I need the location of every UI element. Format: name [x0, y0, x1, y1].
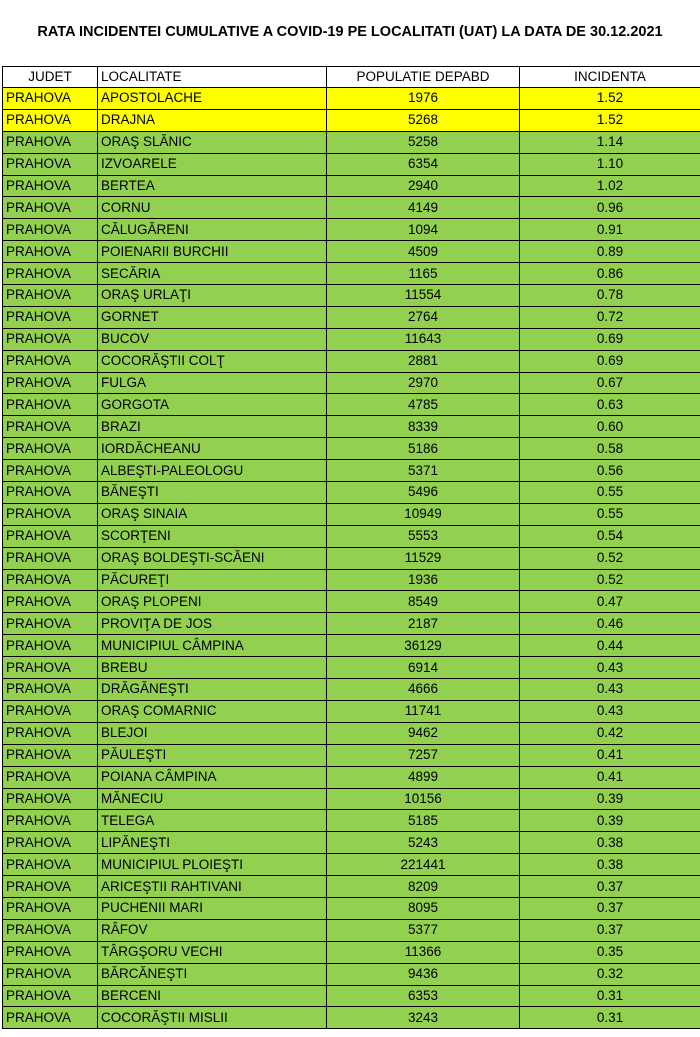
cell-judet: PRAHOVA — [3, 350, 98, 372]
table-row — [3, 876, 700, 898]
cell-incidenta: 0.69 — [520, 350, 700, 372]
cell-judet: PRAHOVA — [3, 810, 98, 832]
cell-localitate: BERCENI — [98, 985, 327, 1007]
cell-incidenta: 0.58 — [520, 438, 700, 460]
table-row — [3, 372, 700, 394]
cell-localitate: ORAŞ PLOPENI — [98, 591, 327, 613]
table-row — [3, 679, 700, 701]
cell-judet: PRAHOVA — [3, 88, 98, 110]
cell-localitate: BUCOV — [98, 328, 327, 350]
cell-judet: PRAHOVA — [3, 744, 98, 766]
cell-localitate: MUNICIPIUL CÂMPINA — [98, 635, 327, 657]
cell-judet: PRAHOVA — [3, 328, 98, 350]
cell-populatie: 7257 — [327, 744, 520, 766]
cell-incidenta: 0.78 — [520, 285, 700, 307]
table-row — [3, 854, 700, 876]
cell-populatie: 10949 — [327, 503, 520, 525]
cell-incidenta: 0.39 — [520, 810, 700, 832]
cell-judet: PRAHOVA — [3, 679, 98, 701]
cell-populatie: 221441 — [327, 854, 520, 876]
incidence-table — [2, 66, 700, 1029]
cell-localitate: FULGA — [98, 372, 327, 394]
cell-incidenta: 0.37 — [520, 919, 700, 941]
cell-incidenta: 0.54 — [520, 525, 700, 547]
cell-judet: PRAHOVA — [3, 285, 98, 307]
header-judet: JUDET — [3, 67, 98, 88]
cell-incidenta: 1.14 — [520, 131, 700, 153]
cell-populatie: 8339 — [327, 416, 520, 438]
cell-judet: PRAHOVA — [3, 372, 98, 394]
cell-judet: PRAHOVA — [3, 766, 98, 788]
table-row — [3, 350, 700, 372]
cell-localitate: BERTEA — [98, 175, 327, 197]
cell-populatie: 5185 — [327, 810, 520, 832]
cell-populatie: 5553 — [327, 525, 520, 547]
cell-localitate: DRAJNA — [98, 109, 327, 131]
cell-localitate: DRĂGĂNEŞTI — [98, 679, 327, 701]
table-row — [3, 460, 700, 482]
cell-populatie: 1094 — [327, 219, 520, 241]
cell-localitate: TÂRGŞORU VECHI — [98, 941, 327, 963]
cell-incidenta: 0.55 — [520, 503, 700, 525]
table-row — [3, 985, 700, 1007]
cell-localitate: MĂNECIU — [98, 788, 327, 810]
cell-localitate: ORAŞ COMARNIC — [98, 700, 327, 722]
cell-populatie: 8209 — [327, 876, 520, 898]
cell-incidenta: 0.38 — [520, 832, 700, 854]
cell-populatie: 1165 — [327, 263, 520, 285]
cell-populatie: 4149 — [327, 197, 520, 219]
cell-populatie: 8095 — [327, 897, 520, 919]
cell-judet: PRAHOVA — [3, 963, 98, 985]
cell-populatie: 11366 — [327, 941, 520, 963]
header-populatie: POPULATIE DEPABD — [327, 67, 520, 88]
cell-judet: PRAHOVA — [3, 722, 98, 744]
table-row — [3, 285, 700, 307]
cell-incidenta: 0.44 — [520, 635, 700, 657]
table-row — [3, 503, 700, 525]
table-row — [3, 525, 700, 547]
cell-judet: PRAHOVA — [3, 941, 98, 963]
cell-incidenta: 0.43 — [520, 657, 700, 679]
cell-judet: PRAHOVA — [3, 1007, 98, 1029]
cell-localitate: PROVIŢA DE JOS — [98, 613, 327, 635]
cell-localitate: CĂLUGĂRENI — [98, 219, 327, 241]
table-row — [3, 897, 700, 919]
cell-incidenta: 0.55 — [520, 482, 700, 504]
table-row — [3, 482, 700, 504]
table-row — [3, 591, 700, 613]
cell-incidenta: 0.63 — [520, 394, 700, 416]
cell-populatie: 11643 — [327, 328, 520, 350]
cell-incidenta: 0.31 — [520, 985, 700, 1007]
cell-judet: PRAHOVA — [3, 591, 98, 613]
table-row — [3, 328, 700, 350]
table-row — [3, 131, 700, 153]
cell-populatie: 3243 — [327, 1007, 520, 1029]
cell-incidenta: 0.39 — [520, 788, 700, 810]
cell-incidenta: 0.69 — [520, 328, 700, 350]
cell-localitate: LIPĂNEŞTI — [98, 832, 327, 854]
cell-incidenta: 0.31 — [520, 1007, 700, 1029]
cell-judet: PRAHOVA — [3, 525, 98, 547]
cell-localitate: ORAŞ SINAIA — [98, 503, 327, 525]
table-row — [3, 635, 700, 657]
cell-populatie: 5268 — [327, 109, 520, 131]
cell-populatie: 5377 — [327, 919, 520, 941]
cell-populatie: 2940 — [327, 175, 520, 197]
table-row — [3, 941, 700, 963]
cell-localitate: CORNU — [98, 197, 327, 219]
cell-populatie: 5186 — [327, 438, 520, 460]
table-row — [3, 153, 700, 175]
cell-localitate: PĂULEŞTI — [98, 744, 327, 766]
cell-incidenta: 0.42 — [520, 722, 700, 744]
cell-localitate: ALBEŞTI-PALEOLOGU — [98, 460, 327, 482]
cell-judet: PRAHOVA — [3, 109, 98, 131]
cell-incidenta: 0.37 — [520, 876, 700, 898]
cell-populatie: 5496 — [327, 482, 520, 504]
table-row — [3, 832, 700, 854]
header-row — [3, 67, 700, 88]
cell-localitate: BLEJOI — [98, 722, 327, 744]
cell-populatie: 6914 — [327, 657, 520, 679]
cell-judet: PRAHOVA — [3, 482, 98, 504]
cell-judet: PRAHOVA — [3, 788, 98, 810]
table-row — [3, 88, 700, 110]
cell-judet: PRAHOVA — [3, 394, 98, 416]
cell-incidenta: 0.96 — [520, 197, 700, 219]
cell-populatie: 9462 — [327, 722, 520, 744]
cell-populatie: 1936 — [327, 569, 520, 591]
cell-judet: PRAHOVA — [3, 635, 98, 657]
cell-judet: PRAHOVA — [3, 569, 98, 591]
cell-populatie: 8549 — [327, 591, 520, 613]
cell-incidenta: 0.86 — [520, 263, 700, 285]
cell-incidenta: 0.38 — [520, 854, 700, 876]
cell-localitate: PUCHENII MARI — [98, 897, 327, 919]
cell-populatie: 36129 — [327, 635, 520, 657]
header-incidenta: INCIDENTA — [520, 67, 700, 88]
cell-incidenta: 0.52 — [520, 547, 700, 569]
cell-localitate: POIANA CÂMPINA — [98, 766, 327, 788]
cell-incidenta: 0.43 — [520, 679, 700, 701]
cell-localitate: ORAŞ SLĂNIC — [98, 131, 327, 153]
cell-populatie: 4899 — [327, 766, 520, 788]
table-row — [3, 569, 700, 591]
cell-localitate: IZVOARELE — [98, 153, 327, 175]
cell-localitate: ORAŞ URLAŢI — [98, 285, 327, 307]
cell-populatie: 4666 — [327, 679, 520, 701]
table-row — [3, 657, 700, 679]
table-row — [3, 197, 700, 219]
cell-populatie: 2970 — [327, 372, 520, 394]
cell-incidenta: 1.52 — [520, 109, 700, 131]
cell-incidenta: 1.02 — [520, 175, 700, 197]
table-row — [3, 963, 700, 985]
table-row — [3, 306, 700, 328]
table-row — [3, 788, 700, 810]
cell-localitate: BREBU — [98, 657, 327, 679]
cell-populatie: 10156 — [327, 788, 520, 810]
cell-localitate: SECĂRIA — [98, 263, 327, 285]
cell-populatie: 11741 — [327, 700, 520, 722]
cell-populatie: 9436 — [327, 963, 520, 985]
cell-judet: PRAHOVA — [3, 153, 98, 175]
cell-incidenta: 0.67 — [520, 372, 700, 394]
table-row — [3, 1007, 700, 1029]
cell-judet: PRAHOVA — [3, 460, 98, 482]
table-row — [3, 175, 700, 197]
cell-incidenta: 0.89 — [520, 241, 700, 263]
cell-localitate: BRAZI — [98, 416, 327, 438]
cell-populatie: 2764 — [327, 306, 520, 328]
cell-judet: PRAHOVA — [3, 197, 98, 219]
table-row — [3, 613, 700, 635]
cell-incidenta: 0.43 — [520, 700, 700, 722]
table-row — [3, 810, 700, 832]
cell-populatie: 11554 — [327, 285, 520, 307]
table-row — [3, 416, 700, 438]
cell-incidenta: 0.60 — [520, 416, 700, 438]
cell-judet: PRAHOVA — [3, 985, 98, 1007]
cell-incidenta: 1.52 — [520, 88, 700, 110]
cell-localitate: RÂFOV — [98, 919, 327, 941]
cell-incidenta: 0.52 — [520, 569, 700, 591]
cell-incidenta: 0.72 — [520, 306, 700, 328]
cell-judet: PRAHOVA — [3, 241, 98, 263]
cell-judet: PRAHOVA — [3, 832, 98, 854]
table-row — [3, 241, 700, 263]
table-row — [3, 722, 700, 744]
cell-incidenta: 0.56 — [520, 460, 700, 482]
cell-localitate: POIENARII BURCHII — [98, 241, 327, 263]
cell-incidenta: 1.10 — [520, 153, 700, 175]
cell-judet: PRAHOVA — [3, 438, 98, 460]
cell-judet: PRAHOVA — [3, 613, 98, 635]
cell-judet: PRAHOVA — [3, 700, 98, 722]
cell-judet: PRAHOVA — [3, 263, 98, 285]
table-row — [3, 919, 700, 941]
cell-localitate: ARICEŞTII RAHTIVANI — [98, 876, 327, 898]
cell-populatie: 2187 — [327, 613, 520, 635]
cell-judet: PRAHOVA — [3, 876, 98, 898]
cell-judet: PRAHOVA — [3, 897, 98, 919]
cell-populatie: 2881 — [327, 350, 520, 372]
cell-judet: PRAHOVA — [3, 131, 98, 153]
cell-judet: PRAHOVA — [3, 854, 98, 876]
cell-incidenta: 0.41 — [520, 744, 700, 766]
cell-incidenta: 0.32 — [520, 963, 700, 985]
cell-localitate: MUNICIPIUL PLOIEŞTI — [98, 854, 327, 876]
cell-judet: PRAHOVA — [3, 919, 98, 941]
table-body — [3, 88, 700, 1029]
cell-localitate: GORGOTA — [98, 394, 327, 416]
cell-localitate: COCORĂŞTII MISLII — [98, 1007, 327, 1029]
cell-localitate: SCORŢENI — [98, 525, 327, 547]
page-title: RATA INCIDENTEI CUMULATIVE A COVID-19 PE LOCALITATI (UAT) LA DATA DE 30.12.2021 — [37, 24, 663, 40]
cell-populatie: 11529 — [327, 547, 520, 569]
cell-incidenta: 0.46 — [520, 613, 700, 635]
cell-populatie: 6353 — [327, 985, 520, 1007]
cell-judet: PRAHOVA — [3, 547, 98, 569]
table-row — [3, 394, 700, 416]
cell-populatie: 1976 — [327, 88, 520, 110]
table-row — [3, 263, 700, 285]
table-row — [3, 700, 700, 722]
cell-localitate: COCORĂŞTII COLŢ — [98, 350, 327, 372]
cell-populatie: 5243 — [327, 832, 520, 854]
table-row — [3, 438, 700, 460]
cell-localitate: BĂRCĂNEŞTI — [98, 963, 327, 985]
cell-incidenta: 0.35 — [520, 941, 700, 963]
cell-localitate: GORNET — [98, 306, 327, 328]
cell-populatie: 5258 — [327, 131, 520, 153]
table-row — [3, 547, 700, 569]
table-row — [3, 109, 700, 131]
cell-incidenta: 0.91 — [520, 219, 700, 241]
cell-localitate: TELEGA — [98, 810, 327, 832]
cell-incidenta: 0.47 — [520, 591, 700, 613]
header-localitate: LOCALITATE — [98, 67, 327, 88]
table-row — [3, 744, 700, 766]
cell-judet: PRAHOVA — [3, 219, 98, 241]
cell-judet: PRAHOVA — [3, 503, 98, 525]
cell-populatie: 4509 — [327, 241, 520, 263]
table-row — [3, 219, 700, 241]
cell-judet: PRAHOVA — [3, 175, 98, 197]
cell-incidenta: 0.41 — [520, 766, 700, 788]
cell-judet: PRAHOVA — [3, 416, 98, 438]
cell-populatie: 5371 — [327, 460, 520, 482]
cell-localitate: PĂCUREŢI — [98, 569, 327, 591]
cell-localitate: IORDĂCHEANU — [98, 438, 327, 460]
cell-judet: PRAHOVA — [3, 306, 98, 328]
table-row — [3, 766, 700, 788]
cell-localitate: ORAŞ BOLDEŞTI-SCĂENI — [98, 547, 327, 569]
cell-localitate: APOSTOLACHE — [98, 88, 327, 110]
cell-judet: PRAHOVA — [3, 657, 98, 679]
cell-localitate: BĂNEŞTI — [98, 482, 327, 504]
cell-incidenta: 0.37 — [520, 897, 700, 919]
cell-populatie: 4785 — [327, 394, 520, 416]
cell-populatie: 6354 — [327, 153, 520, 175]
